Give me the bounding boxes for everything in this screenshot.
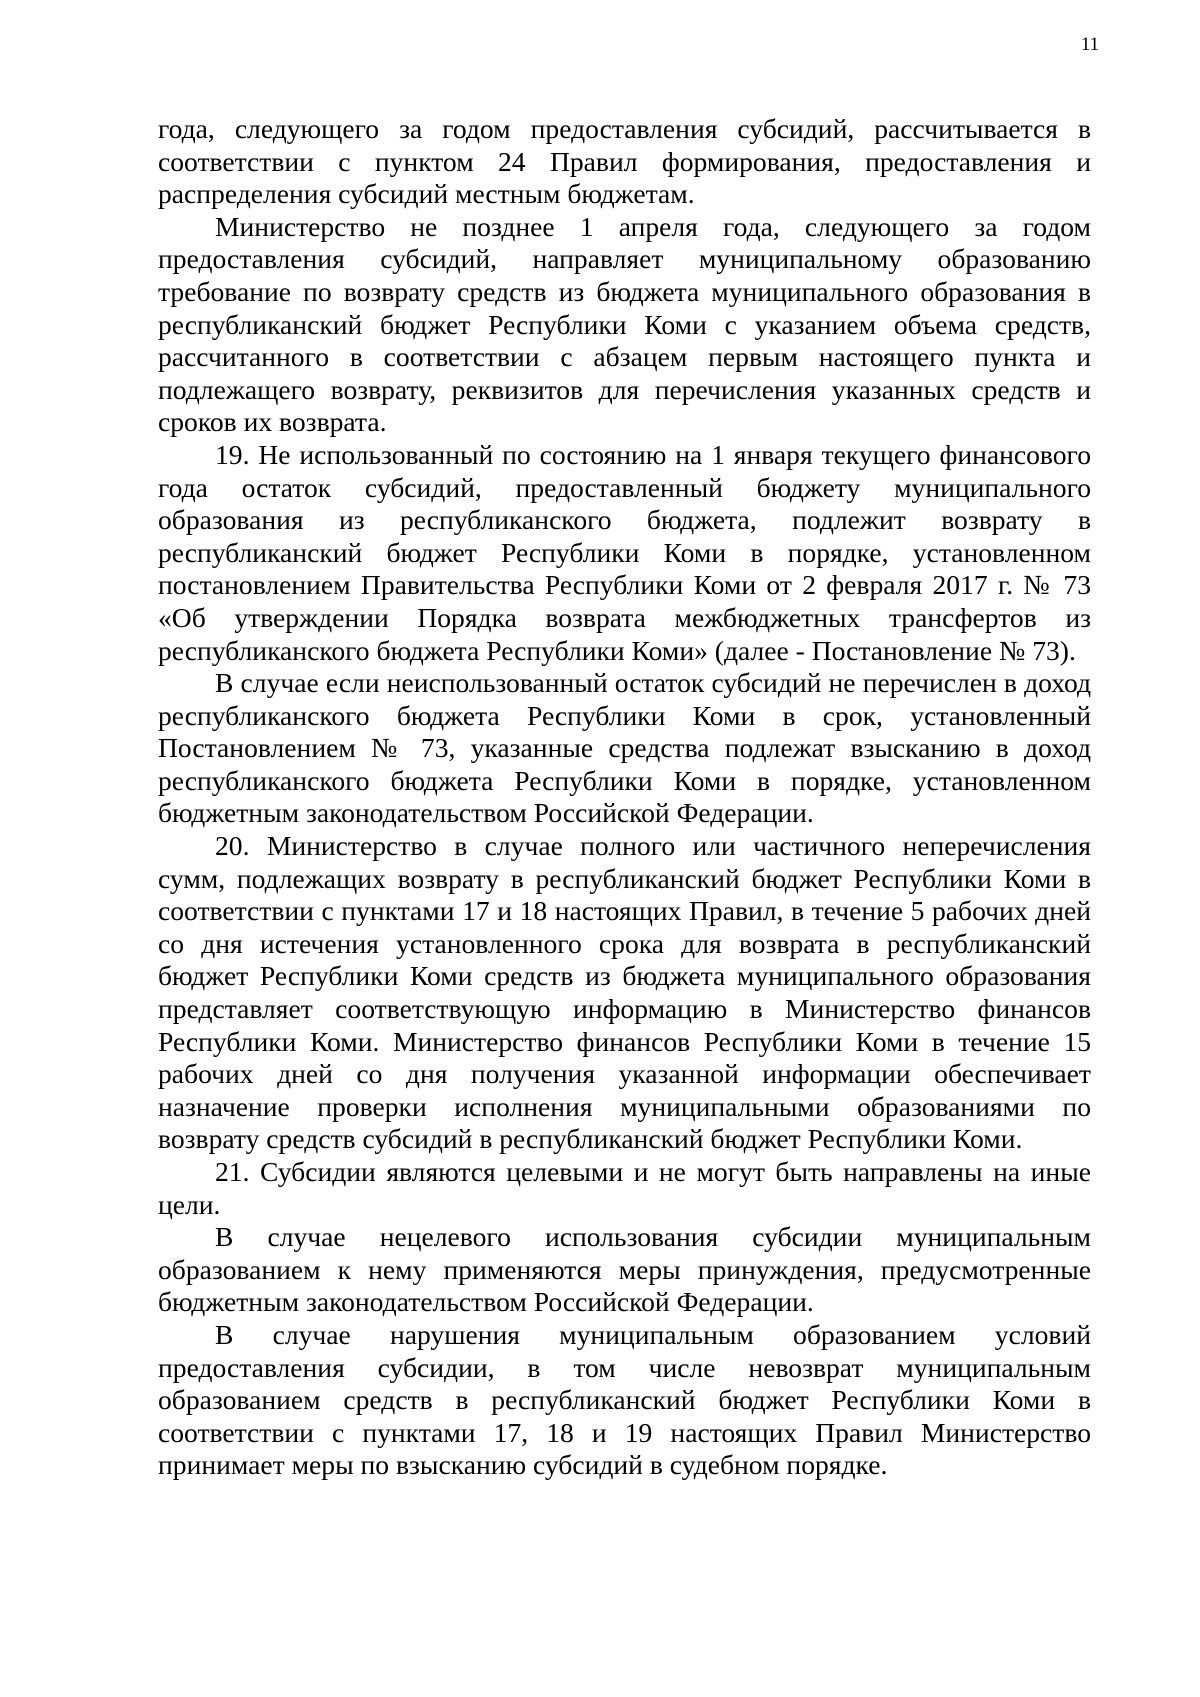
paragraph-clause-19: 19. Не использованный по состоянию на 1 января текущего финансового года остаток субсидий, предоставленный бюджету муниципального образования из республиканского бюджета, подлежит возврату в республиканский бюджет Республики Коми в порядке, установленном постановлением Правительства Республики Коми от 2 февраля 2017 г. № 73 «Об утверждении Порядка возврата межбюджетных трансфертов из республиканского бюджета Республики Коми» (далее - Постановление № 73). bbox=[158, 438, 1091, 666]
paragraph: В случае нарушения муниципальным образованием условий предоставления субсидии, в том числе невозврат муниципальным образованием средств в республиканский бюджет Республики Коми в соответствии с пунктами 17, 18 и 19 настоящих Правил Министерство принимает меры по взысканию субсидий в судебном порядке. bbox=[158, 1318, 1091, 1481]
page-number: 11 bbox=[1080, 34, 1100, 55]
document-body bbox=[158, 113, 1091, 1482]
paragraph-clause-21: 21. Субсидии являются целевыми и не могут быть направлены на иные цели. bbox=[158, 1156, 1091, 1220]
paragraph: Министерство не позднее 1 апреля года, следующего за годом предоставления субсидий, направляет муниципальному образованию требование по возврату средств из бюджета муниципального образования в республиканский бюджет Республики Коми с указанием объема средств, рассчитанного в соответствии с абзацем первым настоящего пункта и подлежащего возврату, реквизитов для перечисления указанных средств и сроков их возврата. bbox=[158, 210, 1091, 438]
paragraph: В случае если неиспользованный остаток субсидий не перечислен в доход республиканского бюджета Республики Коми в срок, установленный Постановлением № 73, указанные средства подлежат взысканию в доход республиканского бюджета Республики Коми в порядке, установленном бюджетным законодательством Российской Федерации. bbox=[158, 667, 1091, 829]
paragraph: В случае нецелевого использования субсидии муниципальным образованием к нему применяются меры принуждения, предусмотренные бюджетным законодательством Российской Федерации. bbox=[158, 1221, 1091, 1318]
paragraph-clause-20: 20. Министерство в случае полного или частичного неперечисления сумм, подлежащих возврату в республиканский бюджет Республики Коми в соответствии с пунктами 17 и 18 настоящих Правил, в течение 5 рабочих дней со дня истечения установленного срока для возврата в республиканский бюджет Республики Коми средств из бюджета муниципального образования представляет соответствующую информацию в Министерство финансов Республики Коми. Министерство финансов Республики Коми в течение 15 рабочих дней со дня получения указанной информации обеспечивает назначение проверки исполнения муниципальными образованиями по возврату средств субсидий в республиканский бюджет Республики Коми. bbox=[158, 830, 1091, 1155]
paragraph: года, следующего за годом предоставления субсидий, рассчитывается в соответствии с пунктом 24 Правил формирования, предоставления и распределения субсидий местным бюджетам. bbox=[158, 113, 1091, 210]
